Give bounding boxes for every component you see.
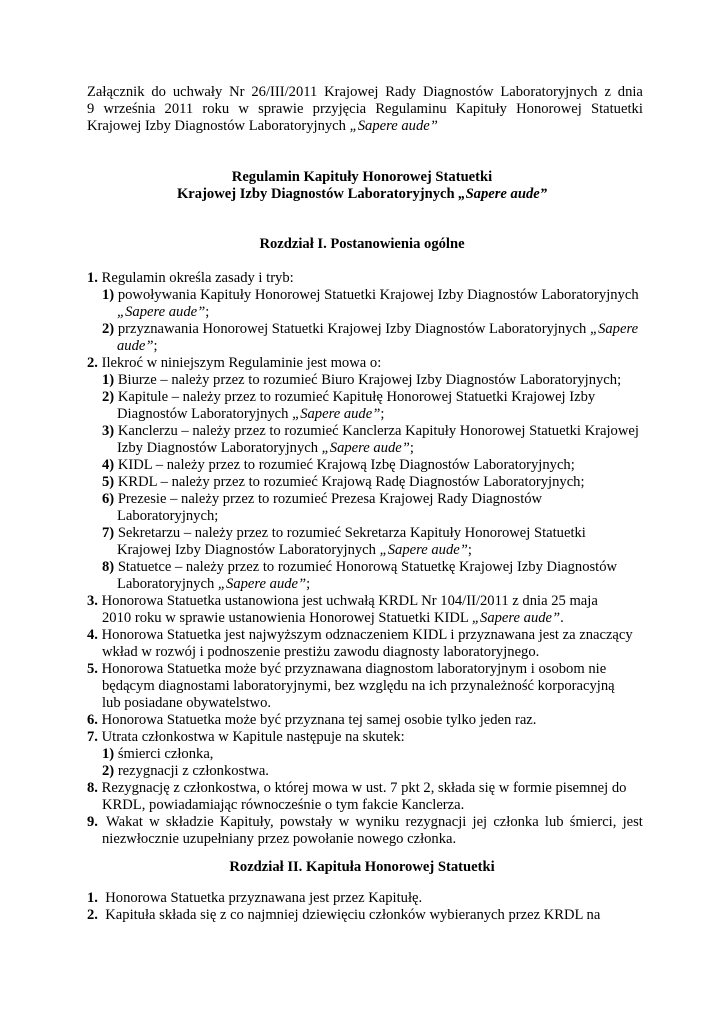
word: powstały — [279, 814, 333, 830]
paragraph-8-cont: KRDL, powiadamiając równocześnie o tym fakcie Kanclerza. — [102, 797, 465, 813]
paragraph-2-item-2: 2) Kapitule – należy przez to rozumieć Kapitułę Honorowej Statuetki Krajowej Izby — [102, 389, 596, 405]
paragraph-2-item-6-cont: Laboratoryjnych; — [117, 508, 219, 524]
word: Kapituły, — [219, 814, 274, 830]
word: z — [604, 84, 611, 100]
paragraph-5-cont-1: będącym diagnostami laboratoryjnymi, bez względu na ich przynależność korporacyjną — [102, 678, 615, 694]
word: 26/III/2011 — [251, 84, 318, 100]
paragraph-1-item-1-cont: „Sapere aude”; — [117, 304, 210, 320]
paragraph-1-item-2: 2) przyznawania Honorowej Statuetki Krajowej Izby Diagnostów Laboratoryjnych „Sapere — [102, 321, 639, 337]
word: do — [151, 84, 166, 100]
paragraph-4: 4. Honorowa Statuetka jest najwyższym odznaczeniem KIDL i przyznawana jest za znaczący — [87, 627, 633, 643]
paragraph-9 — [106, 814, 643, 831]
word: uchwały — [172, 84, 223, 100]
paragraph-7-item-1: 1) śmierci członka, — [102, 746, 214, 762]
word: 9 — [87, 101, 95, 117]
paragraph-5: 5. Honorowa Statuetka może być przyznawana diagnostom laboratoryjnym i osobom nie — [87, 661, 607, 677]
paragraph-4-cont: wkład w rozwój i podnoszenie prestiżu zawodu diagnosty laboratoryjnego. — [102, 644, 540, 660]
word: w — [149, 814, 160, 830]
word: 2011 — [164, 101, 194, 117]
word: Rady — [385, 84, 417, 100]
word: Diagnostów — [422, 84, 494, 100]
word: Nr — [229, 84, 245, 100]
document-title-line-1: Regulamin Kapituły Honorowej Statuetki — [231, 169, 493, 185]
word: Kapituły — [455, 101, 507, 117]
paragraph-7-item-2: 2) rezygnacji z członkostwa. — [102, 763, 269, 779]
paragraph-9-cont: niezwłocznie uzupełniany przez powołanie nowego członka. — [102, 831, 457, 847]
paragraph-2-item-6: 6) Prezesie – należy przez to rozumieć Prezesa Krajowej Rady Diagnostów — [102, 491, 543, 507]
paragraph-5-cont-2: lub posiadane obywatelstwo. — [102, 695, 272, 711]
word: śmierci, — [569, 814, 617, 830]
paragraph-7: 7. Utrata członkostwa w Kapitule następuje na skutek: — [87, 729, 405, 745]
paragraph-2-item-2-cont: Diagnostów Laboratoryjnych „Sapere aude”; — [117, 406, 385, 422]
word: wyniku — [355, 814, 400, 830]
chapter-2-paragraph-2: 2. Kapituła składa się z co najmniej dziewięciu członków wybieranych przez KRDL na — [87, 907, 601, 923]
word: lub — [544, 814, 564, 830]
paragraph-1: 1. Regulamin określa zasady i tryb: — [87, 270, 294, 286]
word: członka — [493, 814, 539, 830]
intro-line-1 — [87, 84, 643, 101]
word: rezygnacji — [405, 814, 467, 830]
word: Honorowej — [516, 101, 582, 117]
paragraph-2: 2. Ilekroć w niniejszym Regulaminie jest mowa o: — [87, 355, 382, 371]
paragraph-2-item-7-cont: Krajowej Izby Diagnostów Laboratoryjnych „Sapere aude”; — [117, 542, 472, 558]
paragraph-2-item-5: 5) KRDL – należy przez to rozumieć Krajową Radę Diagnostów Laboratoryjnych; — [102, 474, 585, 490]
word: składzie — [165, 814, 214, 830]
paragraph-2-item-3-cont: Izby Diagnostów Laboratoryjnych „Sapere aude”; — [117, 440, 414, 456]
chapter-2-paragraph-1: 1. Honorowa Statuetka przyznawana jest przez Kapitułę. — [87, 890, 423, 906]
paragraph-2-item-7: 7) Sekretarzu – należy przez to rozumieć Sekretarza Kapituły Honorowej Statuetki — [102, 525, 586, 541]
word: Laboratoryjnych — [500, 84, 598, 100]
word: Krajowej — [324, 84, 379, 100]
chapter-1-heading: Rozdział I. Postanowienia ogólne — [259, 236, 465, 252]
word: roku — [202, 101, 230, 117]
paragraph-2-item-3: 3) Kanclerzu – należy przez to rozumieć Kanclerza Kapituły Honorowej Statuetki Krajowej — [102, 423, 639, 439]
word: jest — [622, 814, 643, 830]
paragraph-1-item-2-cont: aude”; — [117, 338, 158, 354]
chapter-2-heading: Rozdział II. Kapituła Honorowej Statuetki — [229, 859, 495, 875]
paragraph-6: 6. Honorowa Statuetka może być przyznana tej samej osobie tylko jeden raz. — [87, 712, 537, 728]
word: września — [103, 101, 156, 117]
word: Wakat — [106, 814, 143, 830]
paragraph-3-cont: 2010 roku w sprawie ustanowienia Honorowej Statuetki KIDL „Sapere aude”. — [102, 610, 564, 626]
paragraph-2-item-8-cont: Laboratoryjnych „Sapere aude”; — [117, 576, 311, 592]
paragraph-3: 3. Honorowa Statuetka ustanowiona jest uchwałą KRDL Nr 104/II/2011 z dnia 25 maja — [87, 593, 598, 609]
paragraph-1-item-1: 1) powoływania Kapituły Honorowej Statuetki Krajowej Izby Diagnostów Laboratoryjnych — [102, 287, 639, 303]
intro-line-3: Krajowej Izby Diagnostów Laboratoryjnych „Sapere aude” — [87, 118, 438, 134]
paragraph-2-item-4: 4) KIDL – należy przez to rozumieć Krajową Izbę Diagnostów Laboratoryjnych; — [102, 457, 575, 473]
paragraph-2-item-1: 1) Biurze – należy przez to rozumieć Biuro Krajowej Izby Diagnostów Laboratoryjnych; — [102, 372, 622, 388]
word: dnia — [617, 84, 643, 100]
paragraph-8: 8. Rezygnację z członkostwa, o której mowa w ust. 7 pkt 2, składa się w formie pisemnej do — [87, 780, 627, 796]
paragraph-9-number: 9. — [87, 814, 98, 830]
word: Statuetki — [590, 101, 643, 117]
word: Załącznik — [87, 84, 145, 100]
word: w — [338, 814, 350, 830]
word: w — [238, 101, 249, 117]
document-title-line-2: Krajowej Izby Diagnostów Laboratoryjnych „Sapere aude” — [176, 186, 548, 202]
word: przyjęcia — [312, 101, 367, 117]
intro-line-2 — [87, 101, 643, 118]
word: sprawie — [258, 101, 304, 117]
paragraph-2-item-8: 8) Statuetce – należy przez to rozumieć Honorową Statuetkę Krajowej Izby Diagnostów — [102, 559, 618, 575]
word: jej — [472, 814, 488, 830]
word: Regulaminu — [375, 101, 447, 117]
